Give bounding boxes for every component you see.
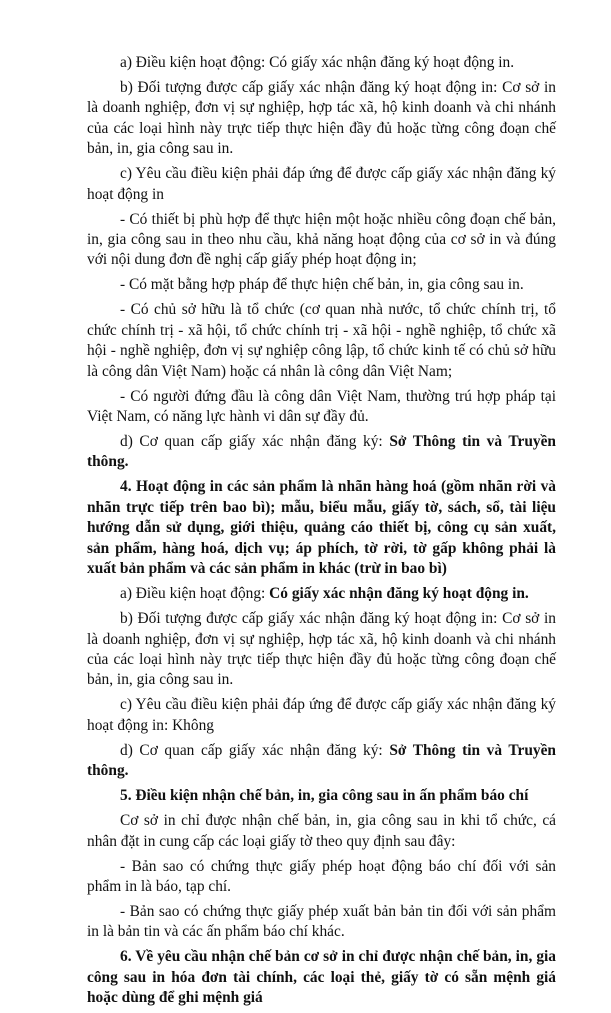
paragraph: b) Đối tượng được cấp giấy xác nhận đăng ký hoạt động in: Cơ sở in là doanh nghiệp, đơn vị sự nghiệp, hợp tác xã, hộ kinh doanh và chi nhánh của các loại hình này trực tiếp thực hiện đầy đủ hoặc từng công đoạn chế bản, in, gia công sau in. [87,610,556,689]
paragraph: - Có mặt bằng hợp pháp để thực hiện chế bản, in, gia công sau in. [120,276,524,294]
paragraph: - Có thiết bị phù hợp để thực hiện một hoặc nhiều công đoạn chế bản, in, gia công sau in theo nhu cầu, khả năng hoạt động của cơ sở in và đúng với nội dung đơn đề nghị cấp giấy phép hoạt động in; [87,210,556,269]
paragraph: - Có người đứng đầu là công dân Việt Nam, thường trú hợp pháp tại Việt Nam, có năng lực hành vi dân sự đầy đủ. [87,387,556,426]
paragraph: d) Cơ quan cấp giấy xác nhận đăng ký: Sở Thông tin và Truyền thông. [87,741,556,780]
paragraph: - Bản sao có chứng thực giấy phép hoạt động báo chí đối với sản phẩm in là báo, tạp chí. [87,857,556,895]
paragraph: a) Điều kiện hoạt động: Có giấy xác nhận đăng ký hoạt động in. [120,585,529,603]
section-heading: 4. Hoạt động in các sản phẩm là nhãn hàng hoá (gồm nhãn rời và nhãn trực tiếp trên bao bì); mẫu, biểu mẫu, giấy tờ, sách, sổ, tài liệu hướng dẫn sử dụng, giới thiệu, quảng cáo thiết bị, công cụ sản xuất, sản phẩm, hàng hoá, dịch vụ; áp phích, tờ rời, tờ gấp không phải là xuất bản phẩm và các sản phẩm in khác (trừ in bao bì) [87,478,556,578]
section-heading: 5. Điều kiện nhận chế bản, in, gia công sau in ấn phẩm báo chí [120,787,529,805]
document-body [87,53,556,1013]
paragraph: - Có chủ sở hữu là tổ chức (cơ quan nhà nước, tổ chức chính trị, tổ chức chính trị - xã hội, tổ chức chính trị - xã hội - nghề nghiệp, tổ chức xã hội - nghề nghiệp, đơn vị sự nghiệp công lập, tổ chức kinh tế có chủ sở hữu là công dân Việt Nam) hoặc cá nhân là công dân Việt Nam; [87,301,556,380]
paragraph: Cơ sở in chỉ được nhận chế bản, in, gia công sau in khi tổ chức, cá nhân đặt in cung cấp các loại giấy tờ theo quy định sau đây: [87,812,556,850]
paragraph: b) Đối tượng được cấp giấy xác nhận đăng ký hoạt động in: Cơ sở in là doanh nghiệp, đơn vị sự nghiệp, hợp tác xã, hộ kinh doanh và chi nhánh của các loại hình này trực tiếp thực hiện đầy đủ hoặc từng công đoạn chế bản, in, gia công sau in. [87,79,556,158]
paragraph: - Bản sao có chứng thực giấy phép xuất bản bản tin đối với sản phẩm in là bản tin và các ấn phẩm báo chí khác. [87,902,556,941]
section-heading: 6. Về yêu cầu nhận chế bản cơ sở in chỉ được nhận chế bản, in, gia công sau in hóa đơn tài chính, các loại thẻ, giấy tờ có sẵn mệnh giá hoặc dùng để ghi mệnh giá [87,948,556,1007]
paragraph: c) Yêu cầu điều kiện phải đáp ứng để được cấp giấy xác nhận đăng ký hoạt động in: Không [87,696,556,734]
paragraph: d) Cơ quan cấp giấy xác nhận đăng ký: Sở Thông tin và Truyền thông. [87,433,556,471]
paragraph: c) Yêu cầu điều kiện phải đáp ứng để được cấp giấy xác nhận đăng ký hoạt động in [87,165,556,203]
paragraph: a) Điều kiện hoạt động: Có giấy xác nhận đăng ký hoạt động in. [120,54,515,71]
